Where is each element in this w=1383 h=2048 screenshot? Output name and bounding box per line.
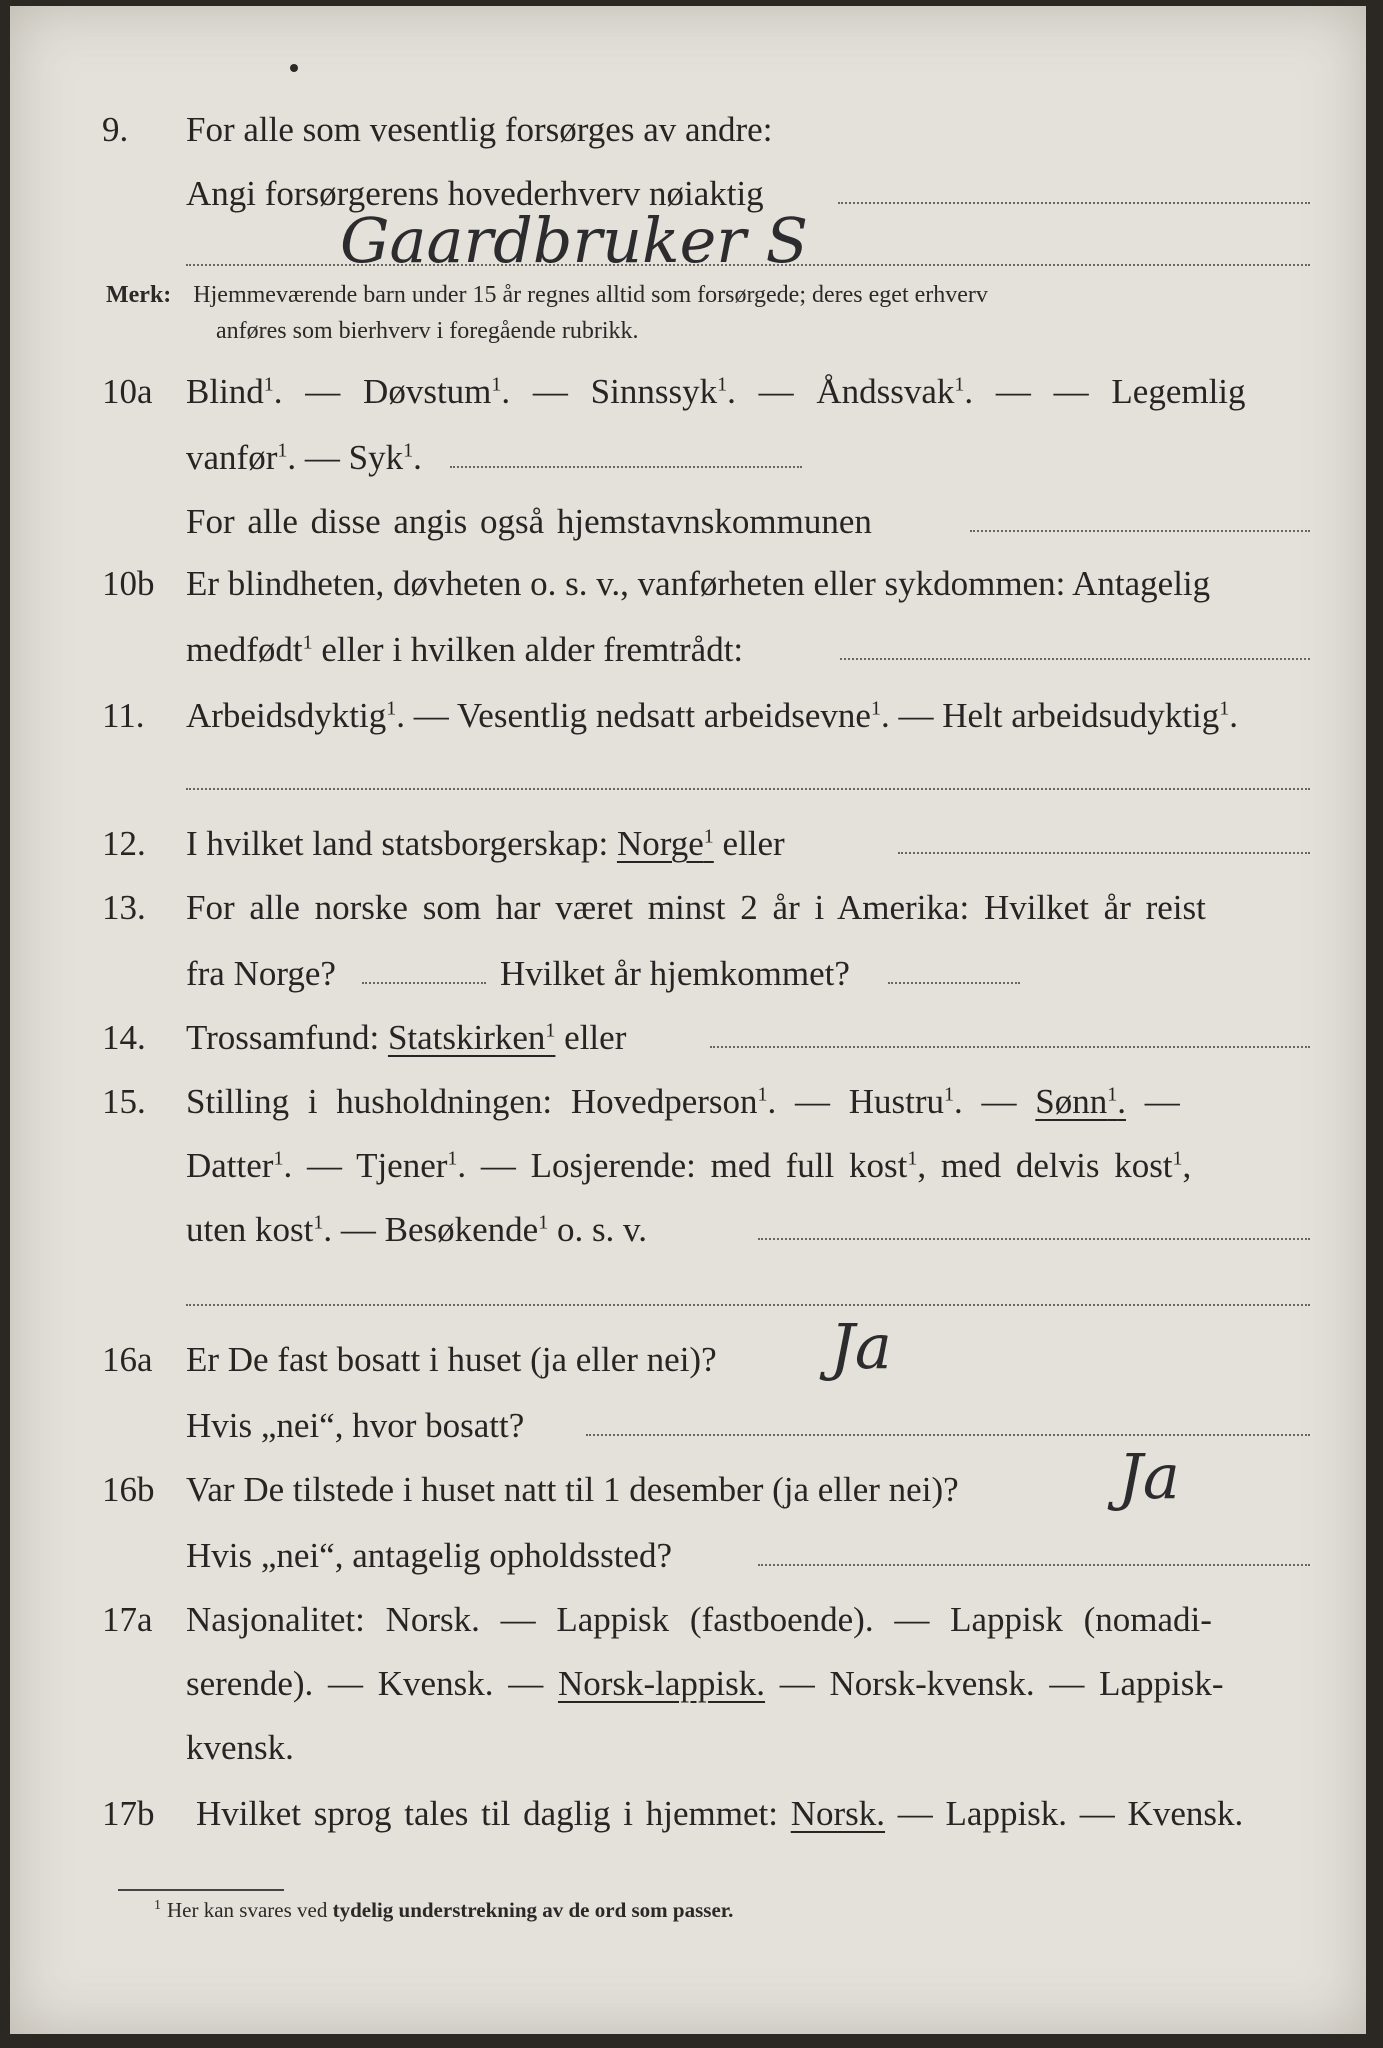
q10b-line1: Er blindheten, døvheten o. s. v., vanførheten eller sykdommen: Antagelig <box>186 564 1211 603</box>
footnote: $^1$ Her kan svares ved tydelig understrekning av de ord som passer. <box>154 1898 734 1922</box>
q16a-dotted-line <box>586 1434 1310 1436</box>
q17b-line1: Hvilket sprog tales til daglig i hjemmet: Norsk. — Lappisk. — Kvensk. <box>196 1794 1244 1833</box>
item-number-14: 14. <box>102 1018 146 1057</box>
q10a-line2: vanfør$^1$. — Syk$^1$. <box>186 438 422 477</box>
q17a-line2: serende). — Kvensk. — Norsk-lappisk. — Norsk-kvensk. — Lappisk- <box>186 1664 1224 1703</box>
item-number-17b: 17b <box>102 1794 155 1833</box>
q9-dotted-line <box>838 202 1310 204</box>
q15-line1: Stilling i husholdningen: Hovedperson$^1$. — Hustru$^1$. — Sønn$^1$. — <box>186 1082 1180 1121</box>
q15-answer-line <box>186 1304 1310 1306</box>
item-number-17a: 17a <box>102 1600 153 1639</box>
q13-dotted-line-1 <box>362 982 486 984</box>
q10a-line1: Blind$^1$. — Døvstum$^1$. — Sinnssyk$^1$. — Åndssvak$^1$. — — Legemlig <box>186 372 1246 411</box>
merk-note-line2: anføres som bierhverv i foregående rubrikk. <box>216 318 639 344</box>
q14-dotted-line <box>710 1046 1310 1048</box>
q9-handwritten-answer: Gaardbruker S <box>340 204 809 277</box>
q12-underlined-choice: Norge$^1$ <box>616 824 714 863</box>
q11-answer-line <box>186 788 1310 790</box>
q16a-line2: Hvis „nei“, hvor bosatt? <box>186 1406 525 1445</box>
q16b-line1: Var De tilstede i huset natt til 1 desember (ja eller nei)? <box>186 1470 959 1509</box>
item-number-13: 13. <box>102 888 146 927</box>
q10b-dotted-line <box>840 658 1310 660</box>
item-number-9: 9. <box>102 110 129 149</box>
census-form-page <box>10 6 1366 2034</box>
q16a-handwritten-answer: Ja <box>830 1310 892 1383</box>
merk-label: Merk: <box>106 282 172 308</box>
q10b-line2: medfødt$^1$ eller i hvilken alder fremtrådt: <box>186 630 744 669</box>
q14-underlined-choice: Statskirken$^1$ <box>387 1018 556 1057</box>
q12-dotted-line <box>898 852 1310 854</box>
ink-dot <box>290 64 298 72</box>
item-number-12: 12. <box>102 824 146 863</box>
q13-dotted-line-2 <box>888 982 1020 984</box>
item-number-16b: 16b <box>102 1470 155 1509</box>
item-number-11: 11. <box>102 696 145 735</box>
q15-dotted-line <box>758 1238 1310 1240</box>
q13-line2b: Hvilket år hjemkommet? <box>500 954 850 993</box>
q11-line1: Arbeidsdyktig$^1$. — Vesentlig nedsatt arbeidsevne$^1$. — Helt arbeidsudyktig$^1$. <box>186 696 1238 735</box>
q16a-line1: Er De fast bosatt i huset (ja eller nei)? <box>186 1340 717 1379</box>
q17a-line3: kvensk. <box>186 1728 294 1767</box>
footnote-rule <box>118 1889 284 1891</box>
item-number-10b: 10b <box>102 564 155 603</box>
q17a-line1: Nasjonalitet: Norsk. — Lappisk (fastboende). — Lappisk (nomadi- <box>186 1600 1212 1639</box>
q17b-underlined-choice: Norsk. <box>790 1794 886 1833</box>
q13-line1: For alle norske som har været minst 2 år i Amerika: Hvilket år reist <box>186 888 1206 927</box>
q10a-dotted-line <box>450 466 802 468</box>
item-number-15: 15. <box>102 1082 146 1121</box>
q16b-dotted-line <box>758 1564 1310 1566</box>
merk-note-line1 <box>106 278 988 312</box>
merk-text-line1: Hjemmeværende barn under 15 år regnes alltid som forsørgede; deres eget erhverv <box>193 282 988 308</box>
q13-line2a: fra Norge? <box>186 954 336 993</box>
q14-line1: Trossamfund: Statskirken$^1$ eller <box>186 1018 627 1057</box>
q15-line2: Datter$^1$. — Tjener$^1$. — Losjerende: med full kost$^1$, med delvis kost$^1$, <box>186 1146 1192 1185</box>
q17a-underlined-choice: Norsk-lappisk. <box>557 1664 766 1703</box>
q9-line1: For alle som vesentlig forsørges av andre: <box>186 110 773 149</box>
q10a-line3-dotted <box>970 530 1310 532</box>
q15-line3: uten kost$^1$. — Besøkende$^1$ o. s. v. <box>186 1210 648 1249</box>
q16b-line2: Hvis „nei“, antagelig opholdssted? <box>186 1536 672 1575</box>
q16b-handwritten-answer: Ja <box>1118 1440 1180 1513</box>
q12-line1: I hvilket land statsborgerskap: Norge$^1$ eller <box>186 824 785 863</box>
q9-line2: Angi forsørgerens hovederhverv nøiaktig <box>186 174 764 213</box>
item-number-10a: 10a <box>102 372 153 411</box>
q9-answer-line <box>186 264 1310 266</box>
q15-underlined-choice: Sønn$^1$. <box>1035 1082 1127 1121</box>
q10a-line3: For alle disse angis også hjemstavnskommunen <box>186 502 872 541</box>
item-number-16a: 16a <box>102 1340 153 1379</box>
